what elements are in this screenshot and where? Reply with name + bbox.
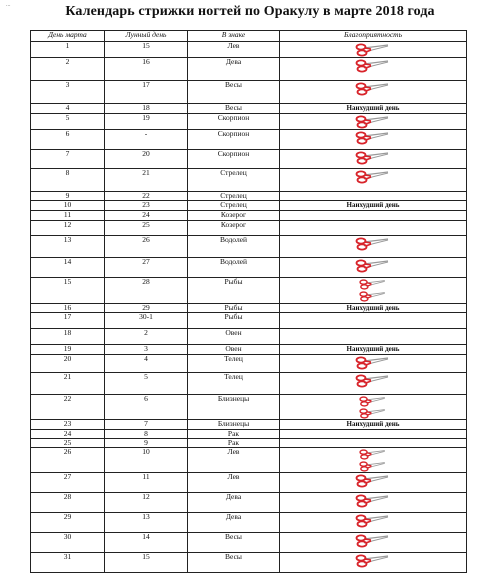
day-cell: 12	[31, 221, 105, 236]
day-cell: 30	[31, 533, 105, 553]
favorability-cell	[280, 236, 467, 258]
sign-cell: Близнецы	[188, 420, 280, 430]
day-cell: 23	[31, 420, 105, 430]
table-row	[31, 329, 467, 345]
scissors-icon	[355, 554, 391, 568]
favorability-cell	[280, 373, 467, 395]
day-cell: 10	[31, 201, 105, 211]
day-cell: 22	[31, 395, 105, 420]
sign-cell: Весы	[188, 104, 280, 114]
lunar-day-cell: 7	[105, 420, 188, 430]
day-cell: 15	[31, 278, 105, 304]
day-cell: 6	[31, 130, 105, 150]
table-row	[31, 420, 467, 430]
table-row	[31, 439, 467, 448]
lunar-day-cell: 29	[105, 304, 188, 313]
scissors-icon	[355, 43, 391, 57]
scissors-icon	[355, 449, 391, 460]
header-row	[31, 31, 467, 42]
header-lunar-day: Лунный день	[105, 31, 188, 42]
lunar-day-cell: 28	[105, 278, 188, 304]
scissors-icon	[355, 408, 391, 419]
lunar-day-cell: 15	[105, 553, 188, 573]
header-day: День марта	[31, 31, 105, 42]
scissors-icon	[355, 474, 391, 488]
lunar-day-cell: 25	[105, 221, 188, 236]
lunar-day-cell: 30-1	[105, 313, 188, 329]
day-cell: 9	[31, 192, 105, 201]
scissors-icon	[355, 115, 391, 129]
worst-day-note: Наихудший день	[346, 304, 400, 312]
scissors-icon	[355, 170, 391, 184]
favorability-cell	[280, 439, 467, 448]
table-row	[31, 304, 467, 313]
scissors-icon	[355, 534, 391, 548]
lunar-day-cell: 6	[105, 395, 188, 420]
day-cell: 1	[31, 42, 105, 58]
scissors-icon	[355, 151, 391, 165]
day-cell: 8	[31, 169, 105, 192]
sign-cell: Козерог	[188, 211, 280, 221]
day-cell: 24	[31, 430, 105, 439]
table-row	[31, 81, 467, 104]
day-cell: 27	[31, 473, 105, 493]
day-cell: 20	[31, 355, 105, 373]
sign-cell: Стрелец	[188, 169, 280, 192]
scissors-icon	[355, 131, 391, 145]
table-row	[31, 533, 467, 553]
worst-day-note: Наихудший день	[346, 104, 400, 112]
table-row	[31, 236, 467, 258]
worst-day-note: Наихудший день	[346, 420, 400, 428]
sign-cell: Дева	[188, 493, 280, 513]
favorability-cell	[280, 313, 467, 329]
sign-cell: Стрелец	[188, 201, 280, 211]
day-cell: 19	[31, 345, 105, 355]
sign-cell: Овен	[188, 329, 280, 345]
favorability-cell	[280, 329, 467, 345]
lunar-day-cell: 19	[105, 114, 188, 130]
sign-cell: Рыбы	[188, 278, 280, 304]
table-row	[31, 150, 467, 169]
day-cell: 7	[31, 150, 105, 169]
favorability-cell	[280, 258, 467, 278]
table-row	[31, 493, 467, 513]
table-row	[31, 373, 467, 395]
favorability-cell	[280, 304, 467, 313]
sign-cell: Рак	[188, 439, 280, 448]
day-cell: 18	[31, 329, 105, 345]
lunar-day-cell: 17	[105, 81, 188, 104]
lunar-day-cell: 3	[105, 345, 188, 355]
favorability-cell	[280, 81, 467, 104]
scissors-icon	[355, 291, 391, 302]
lunar-day-cell: 9	[105, 439, 188, 448]
sign-cell: Водолей	[188, 236, 280, 258]
table-row	[31, 513, 467, 533]
lunar-day-cell: -	[105, 130, 188, 150]
table-row	[31, 553, 467, 573]
day-cell: 25	[31, 439, 105, 448]
day-cell: 14	[31, 258, 105, 278]
sign-cell: Лев	[188, 473, 280, 493]
table-row	[31, 130, 467, 150]
header-sign: В знаке	[188, 31, 280, 42]
favorability-cell	[280, 192, 467, 201]
sign-cell: Стрелец	[188, 192, 280, 201]
scissors-icon	[355, 82, 391, 96]
table-row	[31, 114, 467, 130]
scissors-icon	[355, 374, 391, 388]
day-cell: 21	[31, 373, 105, 395]
table-row	[31, 201, 467, 211]
lunar-day-cell: 22	[105, 192, 188, 201]
favorability-cell	[280, 58, 467, 81]
favorability-cell	[280, 430, 467, 439]
day-cell: 13	[31, 236, 105, 258]
table-row	[31, 355, 467, 373]
table-row	[31, 192, 467, 201]
favorability-cell	[280, 395, 467, 420]
lunar-day-cell: 10	[105, 448, 188, 473]
lunar-day-cell: 20	[105, 150, 188, 169]
day-cell: 31	[31, 553, 105, 573]
lunar-day-cell: 18	[105, 104, 188, 114]
sign-cell: Дева	[188, 513, 280, 533]
sign-cell: Лев	[188, 448, 280, 473]
sign-cell: Лев	[188, 42, 280, 58]
day-cell: 17	[31, 313, 105, 329]
favorability-cell	[280, 493, 467, 513]
favorability-cell	[280, 473, 467, 493]
sign-cell: Водолей	[188, 258, 280, 278]
table-row	[31, 42, 467, 58]
day-cell: 26	[31, 448, 105, 473]
day-cell: 4	[31, 104, 105, 114]
favorability-cell	[280, 533, 467, 553]
sign-cell: Весы	[188, 81, 280, 104]
table-row	[31, 473, 467, 493]
lunar-day-cell: 26	[105, 236, 188, 258]
sign-cell: Дева	[188, 58, 280, 81]
sign-cell: Телец	[188, 373, 280, 395]
sign-cell: Весы	[188, 533, 280, 553]
day-cell: 2	[31, 58, 105, 81]
lunar-day-cell: 11	[105, 473, 188, 493]
sign-cell: Козерог	[188, 221, 280, 236]
lunar-day-cell: 16	[105, 58, 188, 81]
favorability-cell	[280, 42, 467, 58]
sign-cell: Телец	[188, 355, 280, 373]
sign-cell: Весы	[188, 553, 280, 573]
lunar-day-cell: 15	[105, 42, 188, 58]
favorability-cell	[280, 420, 467, 430]
lunar-day-cell: 2	[105, 329, 188, 345]
lunar-day-cell: 8	[105, 430, 188, 439]
table-row	[31, 211, 467, 221]
favorability-cell	[280, 211, 467, 221]
scissors-icon	[355, 514, 391, 528]
favorability-cell	[280, 114, 467, 130]
day-cell: 29	[31, 513, 105, 533]
favorability-cell	[280, 201, 467, 211]
table-row	[31, 169, 467, 192]
worst-day-note: Наихудший день	[346, 345, 400, 353]
favorability-cell	[280, 355, 467, 373]
lunar-day-cell: 5	[105, 373, 188, 395]
table-row	[31, 313, 467, 329]
lunar-day-cell: 27	[105, 258, 188, 278]
favorability-cell	[280, 278, 467, 304]
page-title: Календарь стрижки ногтей по Оракулу в марте 2018 года	[65, 4, 435, 19]
corner-mark: ...	[6, 2, 11, 8]
lunar-day-cell: 13	[105, 513, 188, 533]
table-row	[31, 345, 467, 355]
favorability-cell	[280, 553, 467, 573]
scissors-icon	[355, 259, 391, 273]
scissors-icon	[355, 396, 391, 407]
favorability-cell	[280, 448, 467, 473]
sign-cell: Скорпион	[188, 114, 280, 130]
favorability-cell	[280, 345, 467, 355]
table-row	[31, 221, 467, 236]
table-row	[31, 258, 467, 278]
sign-cell: Скорпион	[188, 130, 280, 150]
scissors-icon	[355, 59, 391, 73]
favorability-cell	[280, 150, 467, 169]
scissors-icon	[355, 279, 391, 290]
day-cell: 28	[31, 493, 105, 513]
day-cell: 11	[31, 211, 105, 221]
lunar-day-cell: 24	[105, 211, 188, 221]
sign-cell: Близнецы	[188, 395, 280, 420]
lunar-day-cell: 23	[105, 201, 188, 211]
favorability-cell	[280, 513, 467, 533]
table-row	[31, 448, 467, 473]
favorability-cell	[280, 130, 467, 150]
day-cell: 5	[31, 114, 105, 130]
lunar-day-cell: 21	[105, 169, 188, 192]
scissors-icon	[355, 461, 391, 472]
sign-cell: Овен	[188, 345, 280, 355]
sign-cell: Рыбы	[188, 304, 280, 313]
sign-cell: Скорпион	[188, 150, 280, 169]
table-body	[31, 42, 467, 573]
scissors-icon	[355, 237, 391, 251]
scissors-icon	[355, 356, 391, 370]
favorability-cell	[280, 169, 467, 192]
table-row	[31, 430, 467, 439]
table-row	[31, 104, 467, 114]
lunar-day-cell: 4	[105, 355, 188, 373]
favorability-cell	[280, 104, 467, 114]
table-row	[31, 395, 467, 420]
header-favorability: Благоприятность	[280, 31, 467, 42]
favorability-cell	[280, 221, 467, 236]
table-row	[31, 58, 467, 81]
worst-day-note: Наихудший день	[346, 201, 400, 209]
sign-cell: Рыбы	[188, 313, 280, 329]
day-cell: 3	[31, 81, 105, 104]
lunar-day-cell: 12	[105, 493, 188, 513]
calendar-table	[30, 30, 467, 573]
scissors-icon	[355, 494, 391, 508]
day-cell: 16	[31, 304, 105, 313]
lunar-day-cell: 14	[105, 533, 188, 553]
sign-cell: Рак	[188, 430, 280, 439]
table-row	[31, 278, 467, 304]
